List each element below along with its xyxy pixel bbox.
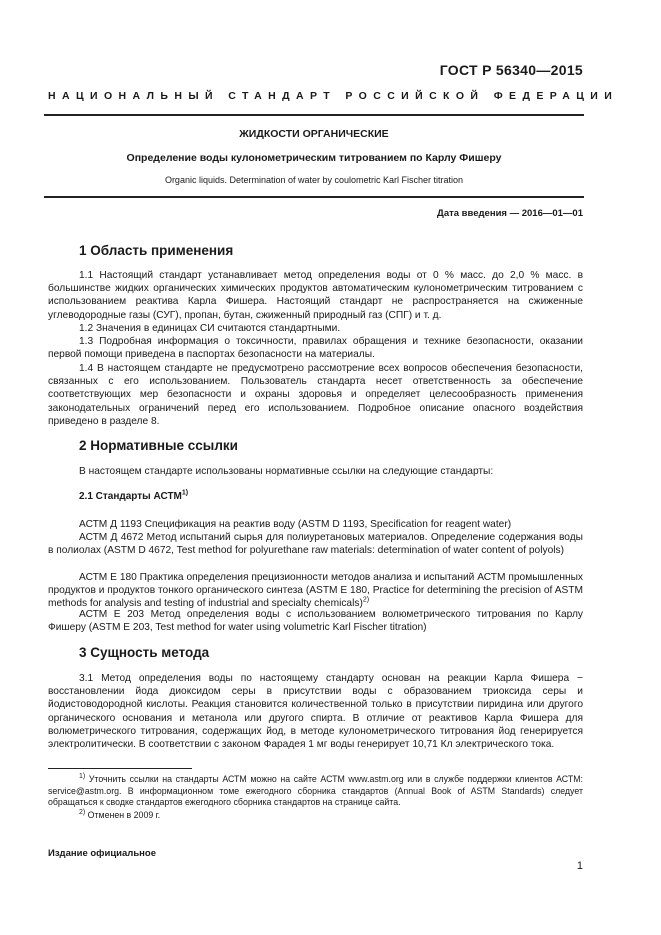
reference-astm-e203: АСТМ Е 203 Метод определения воды с использованием волюметрического титрования по Карлу Фишеру (ASTM E 203, Test method for water using volumetric Karl Fischer titration) — [48, 609, 583, 634]
footnote-1-mark: 1) — [79, 773, 86, 781]
document-title: ЖИДКОСТИ ОРГАНИЧЕСКИЕ — [239, 128, 389, 140]
section-3-heading: 3 Сущность метода — [79, 645, 210, 660]
official-edition-label: Издание официальное — [48, 848, 156, 859]
reference-astm-e180 — [48, 571, 583, 611]
section-2-heading: 2 Нормативные ссылки — [79, 438, 238, 453]
english-title: Organic liquids. Determination of water by coulometric Karl Fischer titration — [164, 175, 464, 185]
footnote-divider — [48, 768, 192, 769]
header-divider — [44, 114, 584, 116]
document-subtitle: Определение воды кулонометрическим титрованием по Карлу Фишеру — [126, 152, 502, 164]
footnote-2 — [48, 810, 583, 822]
reference-astm-d1193: АСТМ Д 1193 Спецификация на реактив воду (ASTM D 1193, Specification for reagent water) — [79, 519, 512, 530]
reference-astm-d4672: АСТМ Д 4672 Метод испытаний сырья для полиуретановых материалов. Определение содержания воды в полиолах (ASTM D 4672, Test method for polyurethane raw materials: determination of water content of polyols) — [48, 532, 583, 557]
footnote-2-mark: 2) — [79, 809, 86, 817]
subsection-2-1-label: 2.1 Стандарты АСТМ — [79, 491, 182, 502]
reference-astm-e180-text: АСТМ Е 180 Практика определения прецизионности методов анализа и испытаний АСТМ промышленных продуктов и продуктов тонкого органического синтеза (ASTM E 180, Practice for determining the precision of ASTM methods for analysis and testing of industrial and specialty chemicals) — [48, 572, 583, 610]
footnote-2-text: Отменен в 2009 г. — [85, 810, 161, 820]
paragraph-1-1: 1.1 Настоящий стандарт устанавливает метод определения воды от 0 % масс. до 2,0 % масс. в большинстве жидких органических химических продуктов автоматическим кулонометрическим титрованием с использованием реактива Карла Фишера. Настоящий стандарт не распространяется на сжиженные углеводородные газы (СУГ), пропан, бутан, сжиженный природный газ (СПГ) и т. д. — [48, 270, 583, 321]
paragraph-1-3: 1.3 Подробная информация о токсичности, правилах обращения и технике безопасности, оказании первой помощи приведена в паспортах безопасности на материалы. — [48, 336, 583, 361]
title-divider — [44, 196, 584, 198]
paragraph-3-1: 3.1 Метод определения воды по настоящему стандарту основан на реакции Карла Фишера − восстановлении йода диоксидом серы в присутствии воды с образованием триоксида серы и йодистоводородной кислоты. Реакция становится количественной только в присутствии пиридина или другого органического основания и метанола или другого спирта. В отличие от реактивов Карла Фишера для волюметрического титрования, содержащих йод, в методе кулонометрического титрования йод генерируется электролитически. В соответствии с законом Фарадея 1 мг воды генерирует 10,71 Кл электрического тока. — [48, 673, 583, 751]
paragraph-1-4: 1.4 В настоящем стандарте не предусмотрено рассмотрение всех вопросов обеспечения безопасности, связанных с его использованием. Пользователь стандарта несет ответственность за обеспечение соответствующих мер безопасности и охраны здоровья и определяет целесообразность применения законодательных ограничений перед его использованием. Подробное описание опасного воздействия приведено в разделе 8. — [48, 363, 583, 427]
footnote-ref-2: 2) — [362, 597, 370, 605]
standard-number: ГОСТ Р 56340—2015 — [439, 62, 583, 78]
footnote-1-text: Уточнить ссылки на стандарты АСТМ можно на сайте АСТМ www.astm.org или в службе поддержки клиентов АСТМ: service@astm.org. В информационном томе ежегодного сборника стандартов (Annual Book of ASTM Standards) следует обращаться к сводке стандартов ежегодного сборника стандартов на странице сайта. — [48, 774, 583, 807]
references-intro: В настоящем стандарте использованы нормативные ссылки на следующие стандарты: — [79, 466, 494, 477]
introduction-date: Дата введения — 2016—01—01 — [437, 208, 583, 219]
subsection-2-1-heading — [79, 491, 188, 502]
paragraph-1-2: 1.2 Значения в единицах СИ считаются стандартными. — [79, 323, 341, 334]
page-number: 1 — [576, 860, 583, 872]
footnote-1 — [48, 774, 583, 809]
footnote-ref-1: 1) — [181, 489, 189, 497]
section-1-heading: 1 Область применения — [79, 243, 234, 258]
national-standard-title: НАЦИОНАЛЬНЫЙ СТАНДАРТ РОССИЙСКОЙ ФЕДЕРАЦИИ — [48, 90, 619, 102]
